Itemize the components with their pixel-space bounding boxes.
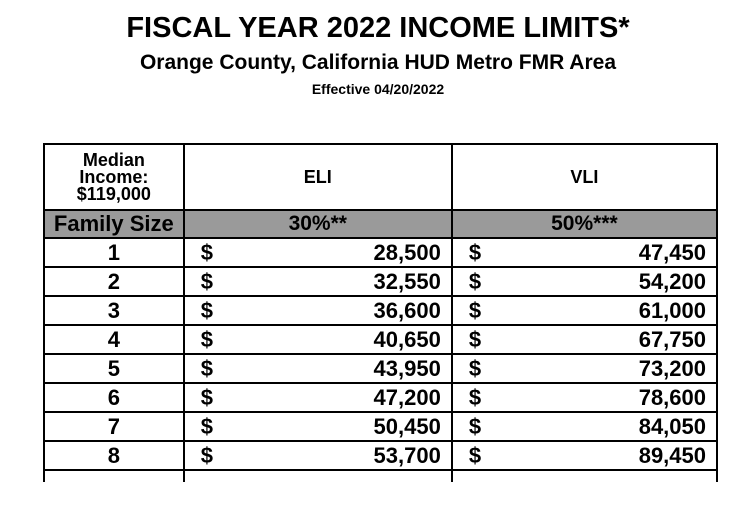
table-row <box>44 441 717 470</box>
vli-value: 67,750 <box>638 327 706 352</box>
eli-cell <box>184 441 452 470</box>
vli-cell <box>452 470 717 482</box>
table-row <box>44 383 717 412</box>
vli-cell <box>452 354 717 383</box>
eli-value: 36,600 <box>373 298 441 323</box>
currency-symbol: $ <box>200 269 213 294</box>
eli-cell <box>184 383 452 412</box>
eli-percent: 30%** <box>184 210 452 238</box>
vli-percent: 50%*** <box>452 210 717 238</box>
effective-date: Effective 04/20/2022 <box>311 81 445 97</box>
vli-cell <box>452 296 717 325</box>
family-size-cell: 6 <box>44 383 184 412</box>
vli-cell <box>452 383 717 412</box>
family-size-cell: 4 <box>44 325 184 354</box>
vli-value: 78,600 <box>638 385 706 410</box>
eli-value: 53,700 <box>373 443 441 468</box>
eli-cell <box>184 238 452 267</box>
currency-symbol: $ <box>468 327 482 352</box>
income-label: Income: <box>79 166 149 187</box>
vli-cell <box>452 441 717 470</box>
median-value: $119,000 <box>76 183 151 204</box>
vli-value: 84,050 <box>638 414 706 439</box>
currency-symbol: $ <box>200 356 213 381</box>
income-limits-table <box>43 143 718 482</box>
currency-symbol: $ <box>200 385 213 410</box>
family-size-cell: 1 <box>44 238 184 267</box>
family-size-cell: 2 <box>44 267 184 296</box>
currency-symbol: $ <box>200 443 213 468</box>
vli-value: 47,450 <box>638 240 706 265</box>
table-row <box>44 325 717 354</box>
family-size-cell: 8 <box>44 441 184 470</box>
percent-row <box>44 210 717 238</box>
table-row <box>44 296 717 325</box>
table-row <box>44 354 717 383</box>
currency-symbol: $ <box>468 356 482 381</box>
eli-value: 32,550 <box>373 269 441 294</box>
vli-cell <box>452 325 717 354</box>
eli-cell <box>184 470 452 482</box>
eli-value: 50,450 <box>373 414 441 439</box>
currency-symbol: $ <box>200 327 213 352</box>
median-income-cell <box>44 144 184 210</box>
header-row <box>44 144 717 210</box>
median-label: Median <box>82 149 145 170</box>
currency-symbol: $ <box>468 443 482 468</box>
family-size-cell: 7 <box>44 412 184 441</box>
vli-value: 73,200 <box>638 356 706 381</box>
eli-value: 43,950 <box>373 356 441 381</box>
page-title: FISCAL YEAR 2022 INCOME LIMITS* <box>126 12 630 44</box>
vli-value: 89,450 <box>638 443 706 468</box>
vli-value: 61,000 <box>638 298 706 323</box>
family-size-cell: 3 <box>44 296 184 325</box>
currency-symbol: $ <box>468 385 482 410</box>
currency-symbol: $ <box>468 414 482 439</box>
family-size-header: Family Size <box>44 210 184 238</box>
currency-symbol: $ <box>200 414 213 439</box>
table-row <box>44 238 717 267</box>
vli-cell <box>452 412 717 441</box>
vli-header: VLI <box>452 144 717 210</box>
table-row <box>44 267 717 296</box>
table-row-cut <box>44 470 717 482</box>
vli-cell <box>452 238 717 267</box>
currency-symbol: $ <box>200 240 213 265</box>
vli-value: 54,200 <box>638 269 706 294</box>
currency-symbol: $ <box>468 298 482 323</box>
eli-cell <box>184 412 452 441</box>
currency-symbol: $ <box>200 298 213 323</box>
size-cell <box>44 470 184 482</box>
eli-cell <box>184 267 452 296</box>
family-size-cell: 5 <box>44 354 184 383</box>
currency-symbol: $ <box>468 269 482 294</box>
currency-symbol: $ <box>468 240 482 265</box>
page-subtitle: Orange County, California HUD Metro FMR Area <box>139 51 617 74</box>
eli-cell <box>184 296 452 325</box>
vli-cell <box>452 267 717 296</box>
eli-value: 40,650 <box>373 327 441 352</box>
eli-cell <box>184 354 452 383</box>
table-row <box>44 412 717 441</box>
eli-value: 28,500 <box>373 240 441 265</box>
eli-cell <box>184 325 452 354</box>
eli-header: ELI <box>184 144 452 210</box>
eli-value: 47,200 <box>373 385 441 410</box>
